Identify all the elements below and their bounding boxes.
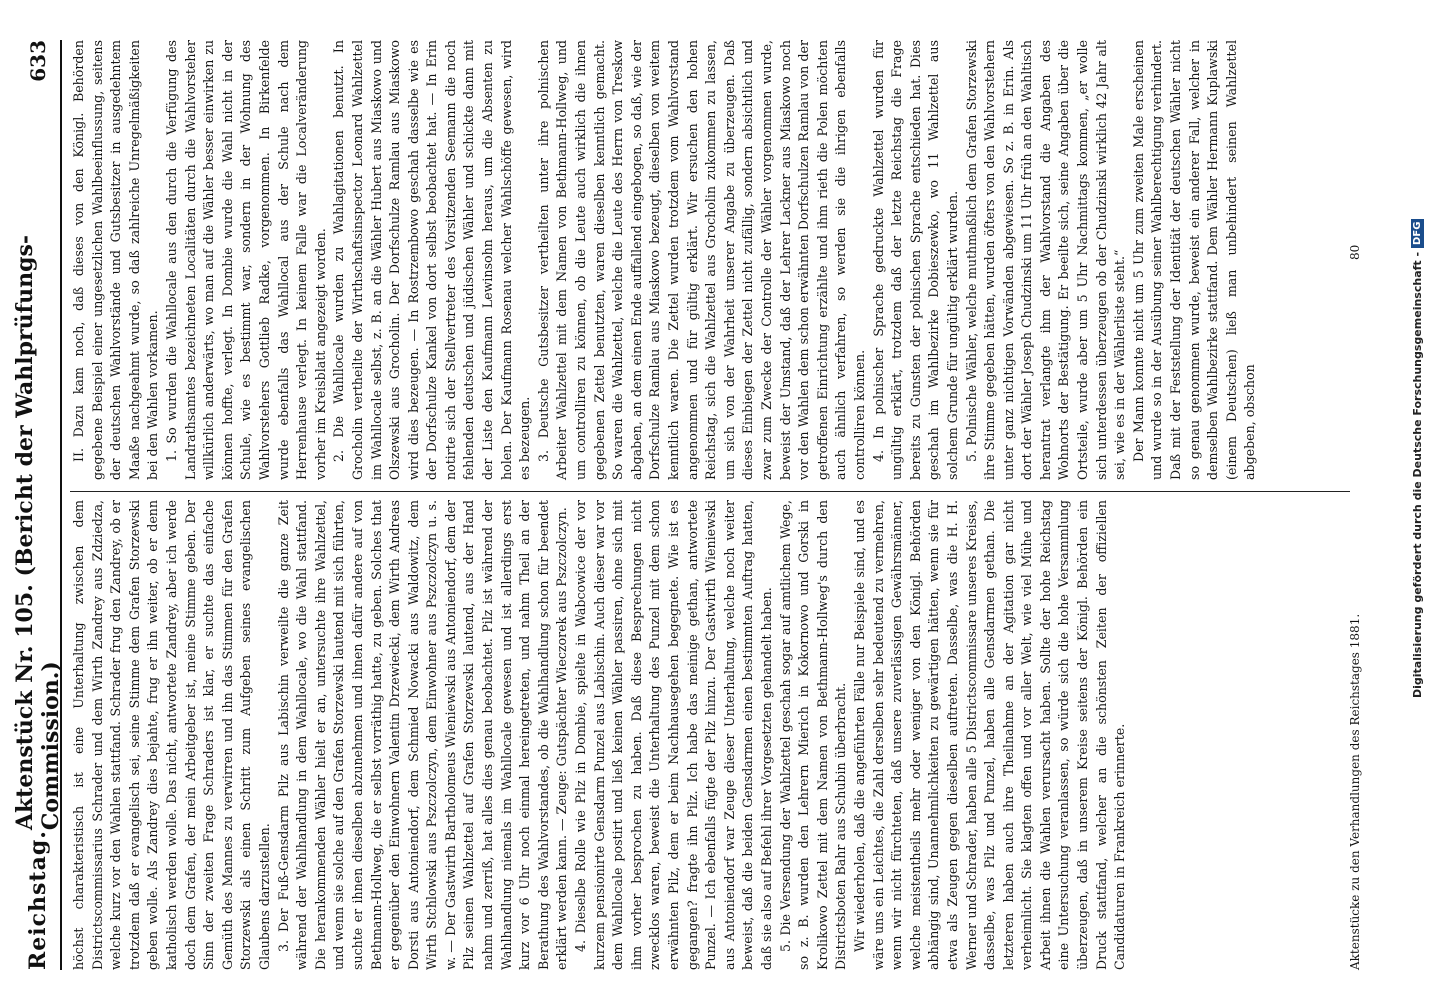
paragraph: 4. Dieselbe Rolle wie Pilz in Dombie, spielte in Wabcowice der vor kurzem pensionirte Gensdarm Punzel aus Labischin. Auch dieser war vor dem Wahllocale postirt und ließ keinen Wähler passiren, ohne sich mit ihm vorher besprochen zu haben. Daß diese Besprechungen nicht zwecklos waren, beweist die Unterhaltung des Punzel mit dem schon erwähnten Pilz, dem er beim Nachhausegehen begegnete. Wie ist es gegangen? fragte ihn Pilz. Ich habe das meinige gethan, antwortete Punzel. — Ich ebenfalls fügte der Pilz hinzu. Der Gastwirth Wieniewski aus Antoniendorf war Zeuge dieser Unterhaltung, welche noch weiter beweist, daß die beiden Gensdarmen einen bestimmten Auftrag hatten, daß sie also auf Befehl ihrer Vorgesetzten gehandelt haben. bbox=[573, 500, 774, 970]
paragraph: 2. Die Wahllocale wurden zu Wahlagitationen benutzt. In Grocholin vertheilte der Wirthschaftsinspector Leonard Wahlzettel im Wahllocale selbst, z. B. an die Wähler Hubert aus Miaskowo und Olszewski aus Grocholin. Der Dorfschulze Ramlau aus Miaskowo wird dies bezeugen. — In Rostrzembowo geschah dasselbe wie es der Dorfschulze Kankel von dort selbst beobachtet hat. — In Erin notirte sich der Stellvertreter des Vorsitzenden Seemann die noch fehlenden deutschen und jüdischen Wähler und schickte dann mit der Liste den Kaufmann Lewinsohn heraus, um die Absenten zu holen. Der Kaufmann Rosenau welcher Wahlschöffe gewesen, wird es bezeugen. bbox=[331, 40, 533, 480]
header-left: Reichstag. bbox=[25, 830, 51, 970]
page-header bbox=[12, 40, 64, 970]
paragraph: 4. In polnischer Sprache gedruckte Wahlzettel wurden für ungültig erklärt, trotzdem daß der letzte Reichstag die Frage bereits zu Gunsten der polnischen Sprache entschieden hat. Dies geschah im Wahlbezirke Dobieszewko, wo 11 Wahlzettel aus solchem Grunde für ungültig erklärt wurden. bbox=[870, 40, 960, 480]
dfg-credit bbox=[1408, 8, 1426, 698]
dfg-logo-icon: DFG bbox=[1411, 219, 1424, 248]
footnote: Aktenstücke zu den Verhandlungen des Reichstages 1881. bbox=[1348, 613, 1362, 970]
paragraph: höchst charakteristisch ist eine Unterhaltung zwischen dem Districtscommissarius Schrader und dem Wirth Zandrey aus Zdziedza, welche kurz vor den Wahlen stattfand. Schrader frug den Zandrey, ob er trotzdem daß er evangelisch sei, seine Stimme dem Grafen Storzewski geben wolle. Als Zandrey dies bejahte, frug er ihn weiter, ob er denn katholisch werden wolle. Das nicht, antwortete Zandrey, aber ich werde doch dem Grafen, der mein Arbeitgeber ist, meine Stimme geben. Der Sinn der zweiten Frage Schraders ist klar, er suchte das einfache Gemüth des Mannes zu verwirren und ihn das Stimmen für den Grafen Storzewski als einen Schritt zum Aufgeben seines evangelischen Glaubens darzustellen. bbox=[71, 500, 272, 970]
paragraph: 5. Die Versendung der Wahlzettel geschah sogar auf amtlichem Wege, so z. B. wurden den Lehrern Mierich in Kokornowo und Gorski in Krolikowo Zettel mit dem Namen von Bethmann-Hollweg's durch den Districtsboten Bahr aus Schubin überbracht. bbox=[777, 500, 849, 970]
left-column bbox=[70, 500, 1130, 970]
header-center-prefix: Aktenstück Nr. bbox=[12, 645, 38, 831]
column-divider bbox=[70, 491, 1350, 492]
paragraph: 1. So wurden die Wahllocale aus den durch die Verfügung des Landrathsamtes bezeichneten Localitäten durch die Wahlvorsteher willkürlich anderwärts, wo man auf die Wähler besser einwirken zu können hoffte, verlegt. In Dombie wurde die Wahl nicht in der Schule, wie es bestimmt war, sondern in der Wohnung des Wahlvorstehers Gottlieb Radke, vorgenommen. In Birkenfelde wurde ebenfalls das Wahllocal aus der Schule nach dem Herrenhause verlegt. In keinem Falle war die Localveränderung vorher im Kreisblatt angezeigt worden. bbox=[163, 40, 328, 480]
header-center bbox=[12, 82, 64, 830]
paragraph: Der Mann konnte nicht um 5 Uhr zum zweiten Male erscheinen und wurde so in der Ausübung seiner Wahlberechtigung verhindert. Daß mit der Feststellung der Identität der deutschen Wähler nicht so genau genommen wurde, beweist ein anderer Fall, welcher in demselben Wahlbezirke stattfand. Dem Wähler Hermann Kuplawski (einem Deutschen) ließ man unbehindert seinen Wahlzettel abgeben, obschon bbox=[1130, 40, 1258, 480]
paragraph: 3. Deutsche Gutsbesitzer vertheilten unter ihre polnischen Arbeiter Wahlzettel mit dem Namen von Bethmann-Hollweg, und um controlliren zu können, ob die Leute auch wirklich die ihnen gegebenen Zettel benutzten, waren dieselben kenntlich gemacht. So waren die Wahlzettel, welche die Leute des Herrn von Treskow abgaben, an dem einen Ende auffallend eingebogen, so daß, wie der Dorfschulze Ramlau aus Miaskowo bezeugt, dieselben von weitem kenntlich waren. Die Zettel wurden trotzdem vom Wahlvorstand angenommen und für gültig erklärt. Wir ersuchen den hohen Reichstag, sich die Wahlzettel aus Grocholin zukommen zu lassen, um sich von der Wahrheit unserer Angabe zu überzeugen. Daß dieses Einbiegen der Zettel nicht zufällig, sondern absichtlich und zwar zum Zwecke der Controlle der Wähler vorgenommen wurde, beweist der Umstand, daß der Lehrer Lackner aus Miaskowo noch vor den Wahlen dem schon erwähnten Dorfschulzen Ramlau von der getroffenen Einrichtung erzählte und ihm rieth die Polen möchten auch ähnlich verfahren, so werden sie die ihrigen ebenfalls controlliren können. bbox=[535, 40, 867, 480]
paragraph: 3. Der Fuß-Gensdarm Pilz aus Labischin verweilte die ganze Zeit während der Wahlhandlung in dem Wahllocale, wo die Wahl stattfand. Die herankommenden Wähler hielt er an, untersuchte ihre Wahlzettel, und wenn sie solche auf den Grafen Storzewski lautend mit sich führten, suchte er ihnen dieselben abzunehmen und ihnen dafür andere auf von Bethmann-Hollweg, die er selbst vorräthig hatte, zu geben. Solches that er gegenüber den Einwohnern Valentin Drzewiecki, dem Wirth Andreas Dorsti aus Antoniendorf, dem Schmied Nowacki aus Waldowitz, dem Wirth Stchlowski aus Pszczolczyn, dem Einwohner aus Pszczolczyn u. s. w. — Der Gastwirth Bartholomeus Wieniewski aus Antoniendorf, dem der Pilz seinen Wahlzettel auf Grafen Storzewski lautend, aus der Hand nahm und zerriß, hat alles dies genau beobachtet. Pilz ist während der Wahlhandlung niemals im Wahllocale gewesen und ist allerdings erst kurz vor 6 Uhr noch einmal hereingetreten, und nahm Theil an der Berathung des Wahlvorstandes, ob die Wahlhandlung schon für beendet erklärt werden kann. — Zeuge: Gutspächter Wieczorek aus Pszczolczyn. bbox=[275, 500, 570, 970]
bottom-number: 80 bbox=[1348, 244, 1362, 260]
header-number: 105. bbox=[12, 584, 38, 638]
dfg-credit-text bbox=[1408, 8, 1426, 698]
header-center-suffix: (Bericht der Wahlprüfungs-Commission.) bbox=[12, 235, 64, 831]
dfg-text: Digitalisierung gefördert durch die Deutsche Forschungsgemeinschaft - bbox=[1410, 251, 1424, 698]
right-column bbox=[70, 40, 1260, 480]
paragraph: 5. Polnische Wähler, welche muthmaßlich dem Grafen Storzewski ihre Stimme gegeben hätten, wurden öfters von den Wahlvorstehern unter ganz nichtigen Vorwänden abgewiesen. So z. B. in Erin. Als dort der Wähler Joseph Chudzinski um 11 Uhr früh an den Wahltisch herantrat verlangte ihm der Wahlvorstand die Angaben des Wohnorts der Bestätigung. Er beeilte sich, seine Angaben über die Ortsteile, wurde aber um 5 Uhr Nachmittags kommen, „er wolle sich unterdessen überzeugen ob der Chudzinski wirklich 42 Jahr alt sei, wie es in der Wählerliste steht.“ bbox=[963, 40, 1128, 480]
paragraph: Wir wiederholen, daß die angeführten Fälle nur Beispiele sind, und es wäre uns ein Leichtes, die Zahl derselben sehr bedeutend zu vermehren, wenn wir nicht fürchteten, daß unsere zuverlässigen Gewährsmänner, welche meistentheils mehr oder weniger von den Königl. Behörden abhängig sind, Unannehmlichkeiten zu gewärtigen hätten, wenn sie für etwa als Zeugen gegen dieselben auftreten. Dasselbe, was die H. H. Werner und Schrader, haben alle 5 Districtscommissare unseres Kreises, dasselbe, was Pilz und Punzel, haben alle Gensdarmen gethan. Die letzteren haben auch ihre Theilnahme an der Agitation gar nicht verheimlicht. Sie klagten offen und vor aller Welt, wie viel Mühe und Arbeit ihnen die Wahlen verursacht haben. Sollte der hohe Reichstag eine Untersuchung veranlassen, so würde sich die hohe Versammlung überzeugen, daß in unserem Kreise seitens der Königl. Behörden ein Druck stattfand, welcher an die schönsten Zeiten der offiziellen Candidaturen in Frankreich erinnerte. bbox=[851, 500, 1128, 970]
page-number: 633 bbox=[26, 40, 50, 82]
paragraph: II. Dazu kam noch, daß dieses von den Königl. Behörden gegebene Beispiel einer ungesetzlichen Wahlbeeinflussung, seitens der deutschen Wahlvorstände und Gutsbesitzer in ausgedehntem Maaße nachgeahmt wurde, so daß zahlreiche Unregelmäßigkeiten bei den Wahlen vorkamen. bbox=[71, 40, 161, 480]
header-rule bbox=[60, 40, 62, 970]
